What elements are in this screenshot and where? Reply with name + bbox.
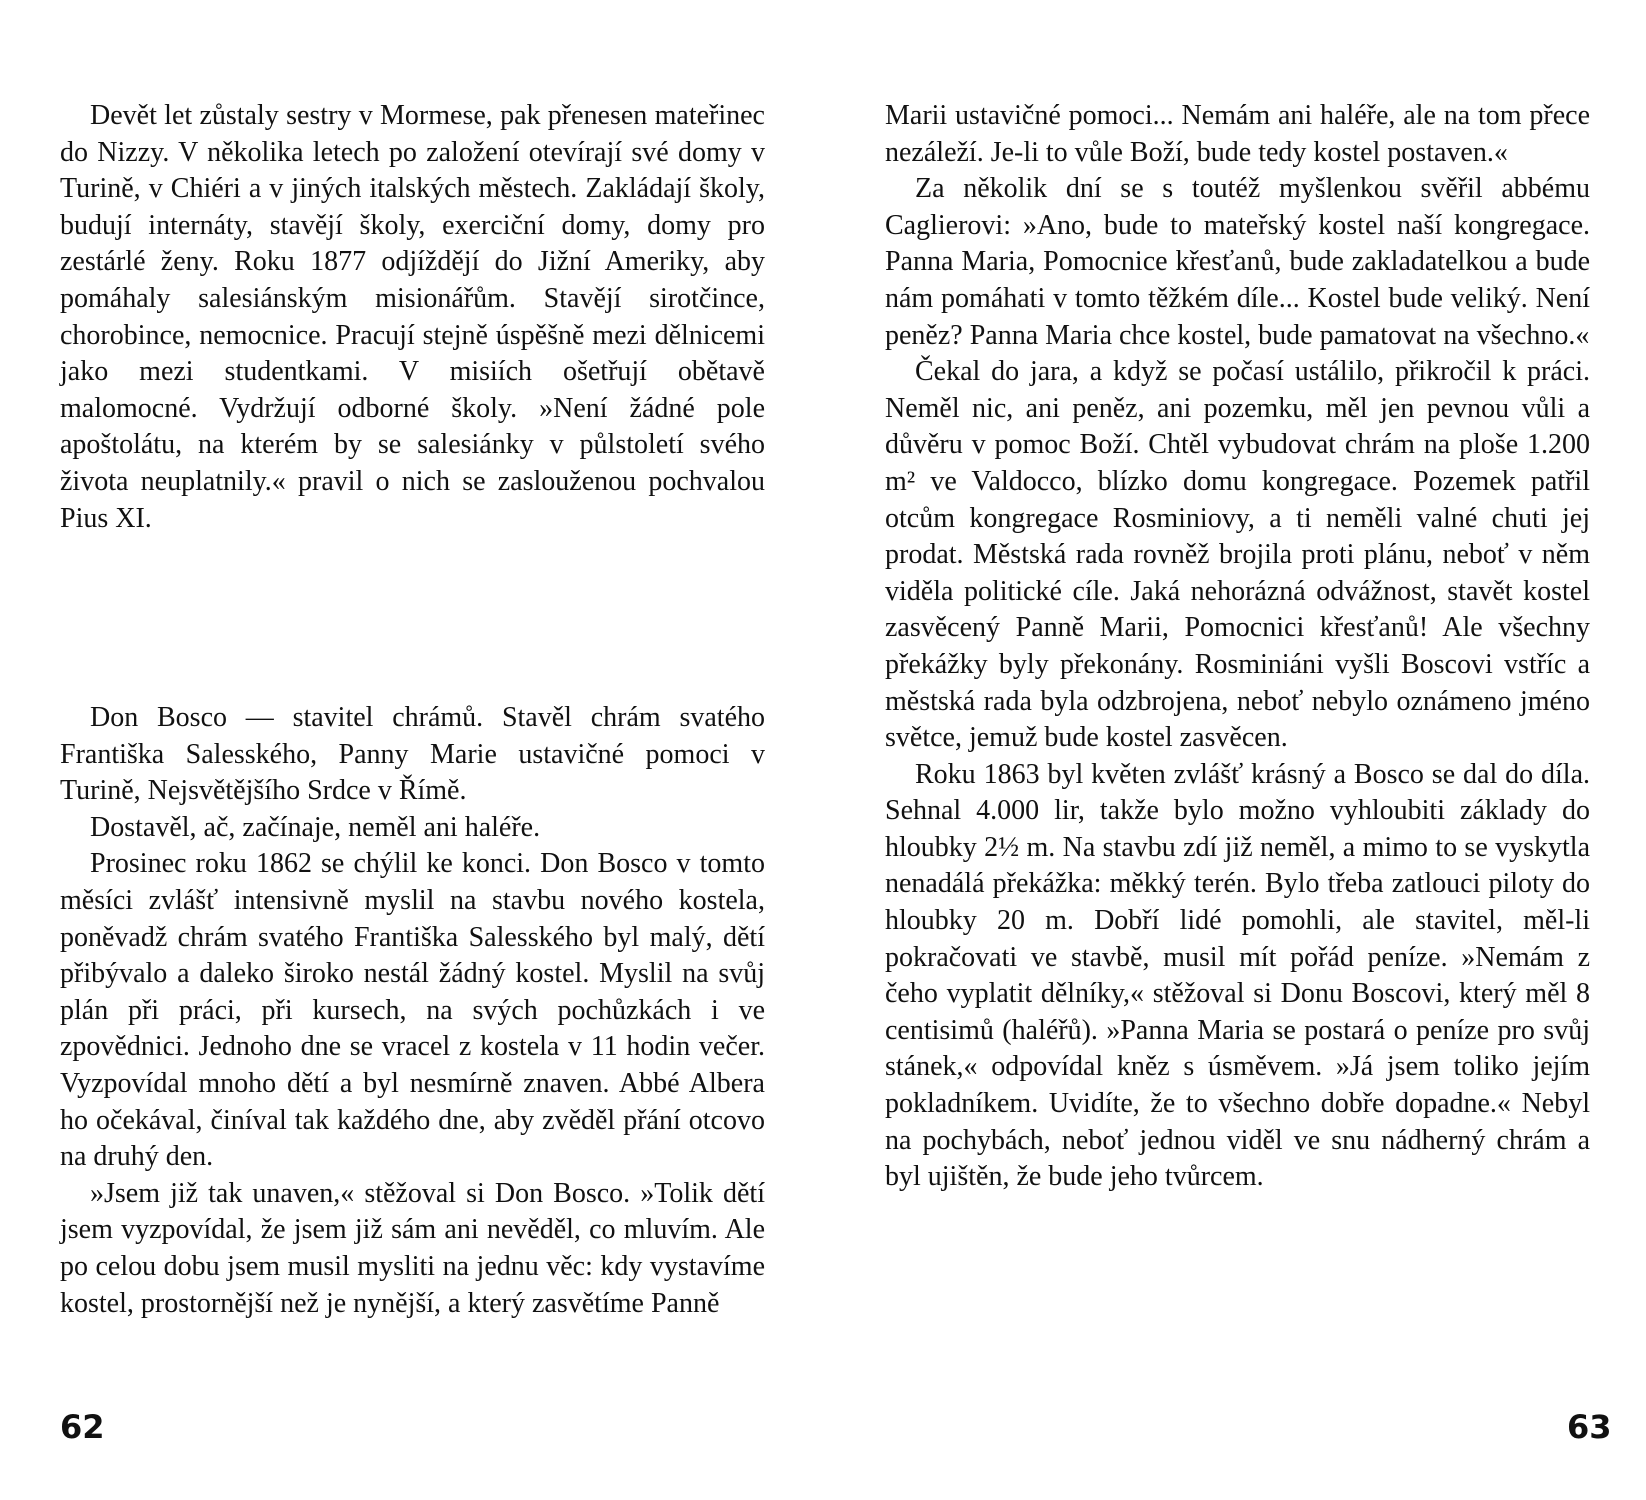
paragraph: Marii ustavičné pomoci... Nemám ani haléře, ale na tom přece nezáleží. Je-li to vůle Boží, bude tedy kostel postaven.« (885, 100, 1590, 168)
paragraph: Don Bosco — stavitel chrámů. Stavěl chrám svatého Františka Salesského, Panny Marie ustavičné pomoci v Turině, Nejsvětějšího Srdce v Římě. (60, 702, 765, 807)
paragraph: Devět let zůstaly sestry v Mormese, pak přenesen mateřinec do Nizzy. V několika letech po založení otevírají své domy v Turině, v Chiéri a v jiných italských městech. Zakládají školy, budují internáty, stavějí školy, exerciční domy, domy pro zestárlé ženy. Roku 1877 odjíždějí do Jižní Ameriky, aby pomáhaly salesiánským misionářům. Stavějí sirotčince, chorobince, nemocnice. Pracují stejně úspěšně mezi dělnicemi jako mezi studentkami. V misiích ošetřují obětavě malomocné. Vydržují odborné školy. »Není žádné pole apoštolátu, na kterém by se salesiánky v půlstoletí svého života neuplatnily.« pravil o nich se zaslouženou pochvalou Pius XI. (60, 100, 765, 534)
left-text-block-1 (60, 98, 765, 537)
paragraph: Čekal do jara, a když se počasí ustálilo, přikročil k práci. Neměl nic, ani peněz, ani pozemku, měl jen pevnou vůli a důvěru v pomoc Boží. Chtěl vybudovat chrám na ploše 1.200 m² ve Valdocco, blízko domu kongregace. Pozemek patřil otcům kongregace Rosminiovy, a ti neměli valné chuti jej prodat. Městská rada rovněž brojila proti plánu, neboť v něm viděla politické cíle. Jaká nehorázná odvážnost, stavět kostel zasvěcený Panně Marii, Pomocnici křesťanů! Ale všechny překážky byly překonány. Rosminiáni vyšli Boscovi vstříc a městská rada byla odzbrojena, neboť nebylo oznámeno jméno světce, jemuž bude kostel zasvěcen. (885, 356, 1590, 754)
right-page (823, 0, 1646, 1500)
right-text-block (885, 98, 1590, 1196)
left-text-block-2 (60, 700, 765, 1322)
page-number-right: 63 (1567, 1408, 1612, 1446)
paragraph: Dostavěl, ač, začínaje, neměl ani haléře. (90, 811, 541, 843)
paragraph: Za několik dní se s toutéž myšlenkou svěřil abbému Caglierovi: »Ano, bude to mateřský kostel naší kongregace. Panna Maria, Pomocnice křesťanů, bude zakladatelkou a bude nám pomáhati v tomto těžkém díle... Kostel bude veliký. Není peněz? Panna Maria chce kostel, bude pamatovat na všechno.« (885, 173, 1590, 351)
paragraph: Roku 1863 byl květen zvlášť krásný a Bosco se dal do díla. Sehnal 4.000 lir, takže bylo možno vyhloubiti základy do hloubky 2½ m. Na stavbu zdí již neměl, a mimo to se vyskytla nenadálá překážka: měkký terén. Bylo třeba zatlouci piloty do hloubky 20 m. Dobří lidé pomohli, ale stavitel, měl-li pokračovati ve stavbě, musil mít pořád peníze. »Nemám z čeho vyplatit dělníky,« stěžoval si Donu Boscovi, který měl 8 centisimů (haléřů). »Panna Maria se postará o peníze pro svůj stánek,« odpovídal kněz s úsměvem. »Já jsem toliko jejím pokladníkem. Uvidíte, že to všechno dobře dopadne.« Nebyl na pochybách, neboť jednou viděl ve snu nádherný chrám a byl ujištěn, že bude jeho tvůrcem. (885, 758, 1590, 1193)
paragraph: Prosinec roku 1862 se chýlil ke konci. Don Bosco v tomto měsíci zvlášť intensivně myslil na stavbu nového kostela, poněvadž chrám svatého Františka Salesského byl malý, dětí přibývalo a daleko široko nestál žádný kostel. Myslil na svůj plán při práci, při kursech, na svých pochůzkách i ve zpovědnici. Jednoho dne se vracel z kostela v 11 hodin večer. Vyzpovídal mnoho dětí a byl nesmírně znaven. Abbé Albera ho očekával, činíval tak každého dne, aby zvěděl přání otcovo na druhý den. (60, 848, 765, 1173)
page-number-left: 62 (60, 1408, 105, 1446)
paragraph: »Jsem již tak unaven,« stěžoval si Don Bosco. »Tolik dětí jsem vyzpovídal, že jsem již sám ani nevěděl, co mluvím. Ale po celou dobu jsem musil mysliti na jednu věc: kdy vystavíme kostel, prostornější než je nynější, a který zasvětíme Panně (60, 1177, 765, 1319)
